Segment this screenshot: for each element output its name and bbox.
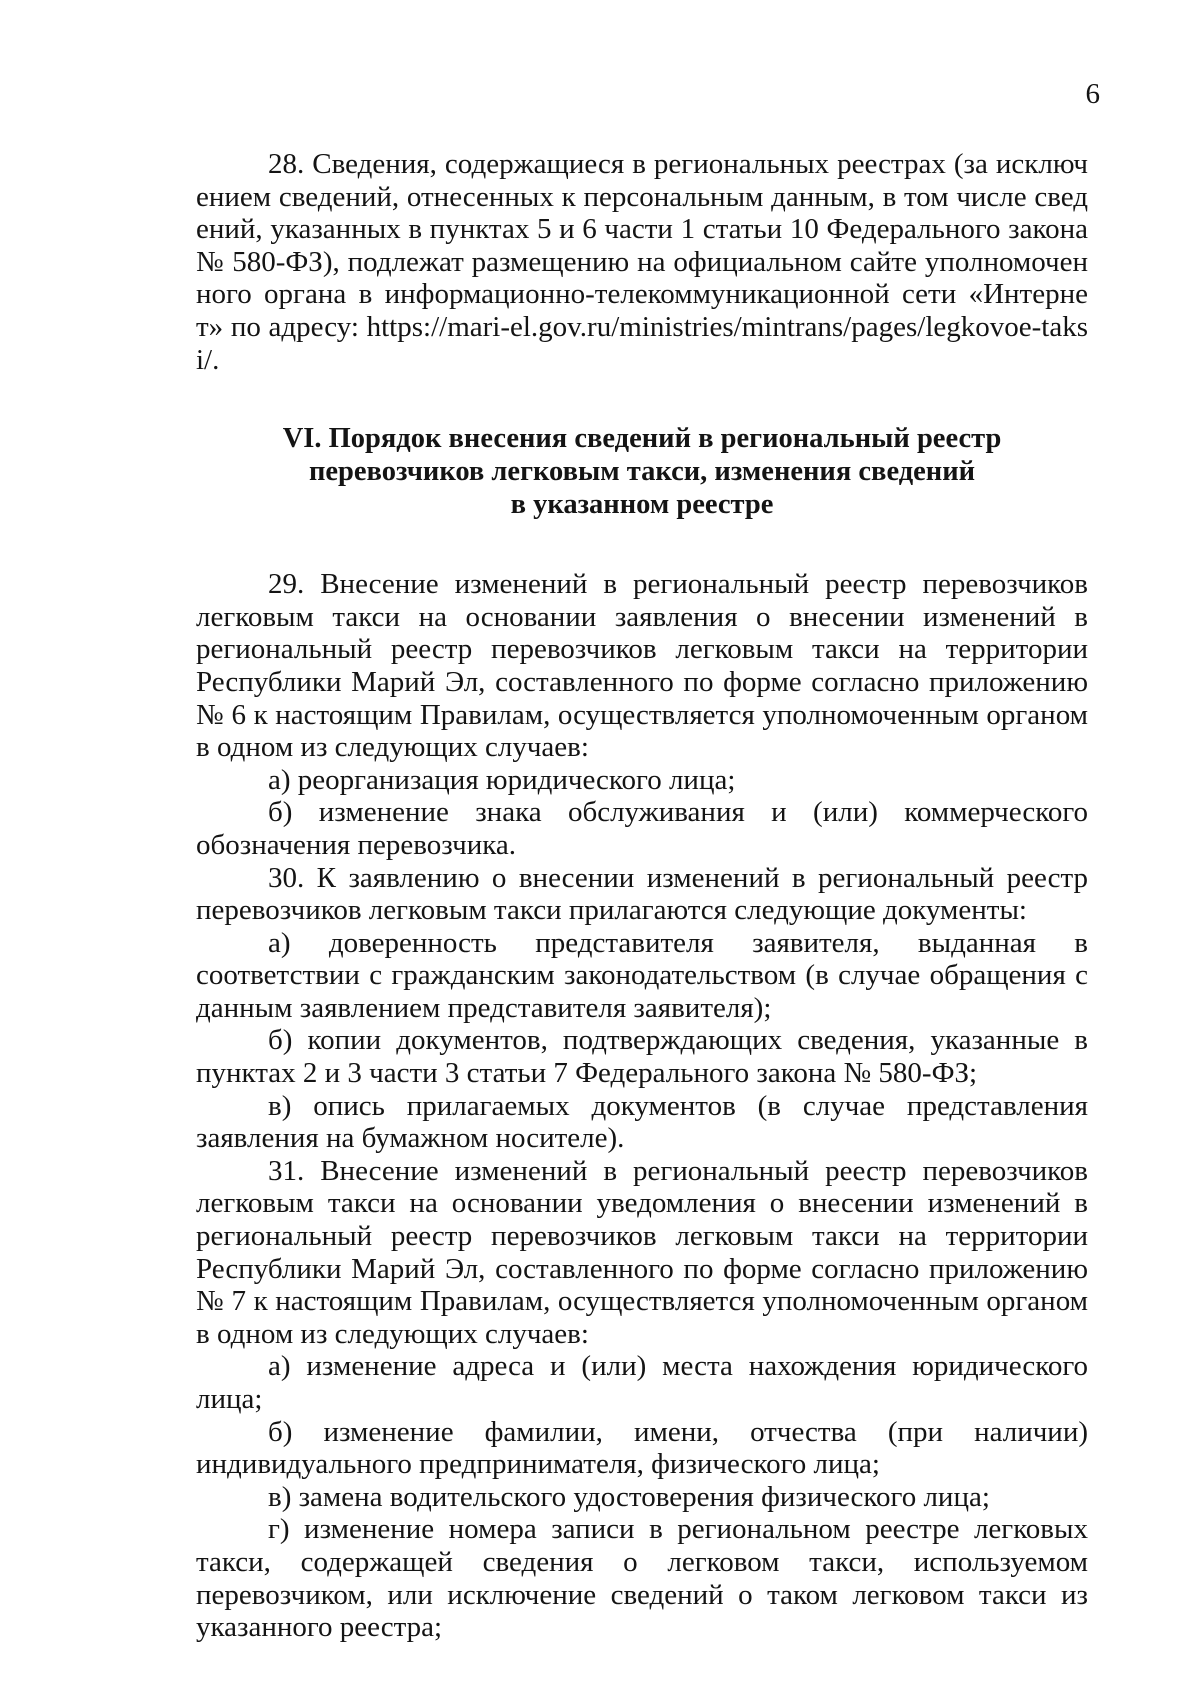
document-body: [196, 148, 1088, 1644]
heading-line-3: в указанном реестре: [510, 489, 774, 521]
list-item-30v: в) опись прилагаемых документов (в случае представления заявления на бумажном носителе).: [196, 1089, 1088, 1155]
list-item-29a: а) реорганизация юридического лица;: [268, 763, 736, 796]
section-heading: [196, 422, 1088, 521]
heading-line-1: VI. Порядок внесения сведений в региональный реестр: [282, 423, 1002, 455]
list-item-31a: а) изменение адреса и (или) места нахождения юридического лица;: [196, 1350, 1088, 1415]
paragraph-29: 29. Внесение изменений в региональный реестр перевозчиков легковым такси на основании заявления о внесении изменений в региональный реестр перевозчиков легковым такси на территории Республики Марий Эл, составленного по форме согласно приложению № 6 к настоящим Правилам, осуществляется уполномоченным органом в одном из следующих случаев:: [196, 568, 1088, 764]
paragraph-31: 31. Внесение изменений в региональный реестр перевозчиков легковым такси на основании уведомления о внесении изменений в региональный реестр перевозчиков легковым такси на территории Республики Марий Эл, составленного по форме согласно приложению № 7 к настоящим Правилам, осуществляется уполномоченным органом в одном из следующих случаев:: [196, 1154, 1088, 1350]
list-item-30b: б) копии документов, подтверждающих сведения, указанные в пунктах 2 и 3 части 3 статьи 7 Федерального закона № 580-ФЗ;: [196, 1024, 1088, 1090]
list-item-31g: г) изменение номера записи в региональном реестре легковых такси, содержащей сведения о легковом такси, используемом перевозчиком, или исключение сведений о таком легковом такси из указанного реестра;: [196, 1513, 1088, 1644]
paragraph-30: 30. К заявлению о внесении изменений в региональный реестр перевозчиков легковым такси прилагаются следующие документы:: [196, 861, 1088, 927]
list-item-30a: а) доверенность представителя заявителя, выданная в соответствии с гражданским законодательством (в случае обращения с данным заявлением представителя заявителя);: [196, 926, 1088, 1024]
list-item-29b: б) изменение знака обслуживания и (или) коммерческого обозначения перевозчика.: [196, 796, 1088, 861]
list-item-31b: б) изменение фамилии, имени, отчества (при наличии) индивидуального предпринимателя, физического лица;: [196, 1415, 1088, 1481]
list-item-31v: в) замена водительского удостоверения физического лица;: [268, 1480, 990, 1513]
heading-line-2: перевозчиков легковым такси, изменения сведений: [308, 456, 976, 488]
page-number: 6: [1085, 78, 1100, 110]
paragraph-28: 28. Сведения, содержащиеся в региональных реестрах (за исключением сведений, отнесенных к персональным данным, в том числе сведений, указанных в пунктах 5 и 6 части 1 статьи 10 Федерального закона № 580-ФЗ), подлежат размещению на официальном сайте уполномоченного органа в информационно-телекоммуникационной сети «Интернет» по адресу: https://mari-el.gov.ru/ministries/mintrans/pages/legkovoe-taksi/.: [196, 148, 1088, 376]
